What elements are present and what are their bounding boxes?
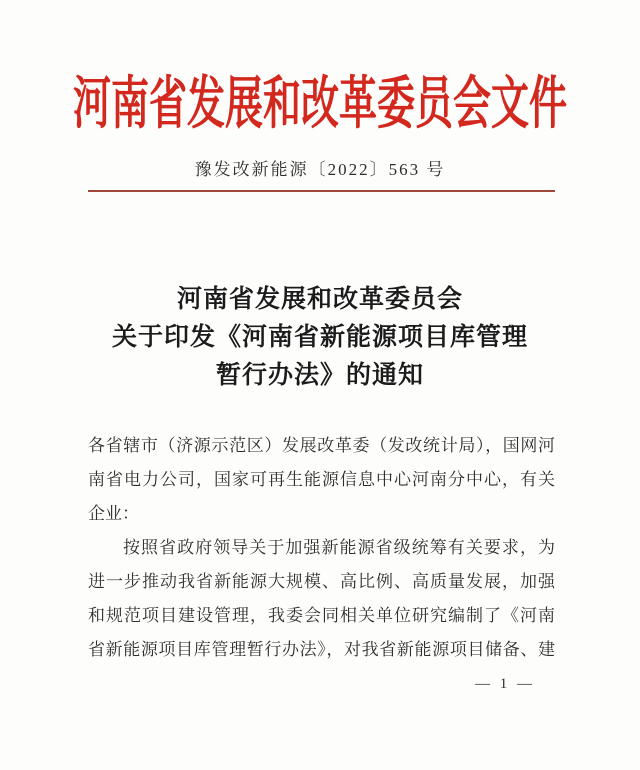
letterhead-title: 河南省发展和改革委员会文件 — [72, 72, 567, 136]
letterhead — [0, 70, 640, 136]
body-line: 各省辖市（济源示范区）发展改革委（发改统计局），国网河 — [88, 436, 555, 455]
document-title — [0, 281, 640, 395]
body-line: 企业： — [88, 504, 139, 523]
body-line: 按照省政府领导关于加强新能源省级统筹有关要求，为 — [123, 538, 555, 557]
red-divider-line — [88, 190, 555, 192]
document-title-line-1: 河南省发展和改革委员会 — [176, 286, 463, 313]
body-line: 省新能源项目库管理暂行办法》，对我省新能源项目储备、建 — [88, 640, 555, 659]
document-body — [88, 429, 555, 667]
body-line: 南省电力公司，国家可再生能源信息中心河南分中心，有关 — [88, 470, 555, 489]
body-line: 进一步推动我省新能源大规模、高比例、高质量发展，加强 — [88, 572, 555, 591]
page-number: — 1 — — [475, 676, 535, 692]
body-line: 和规范项目建设管理，我委会同相关单位研究编制了《河南 — [88, 606, 555, 625]
document-number: 豫发改新能源〔2022〕563 号 — [194, 160, 446, 179]
document-title-line-2: 关于印发《河南省新能源项目库管理 — [111, 324, 528, 351]
document-title-line-3: 暂行办法》的通知 — [215, 362, 424, 389]
